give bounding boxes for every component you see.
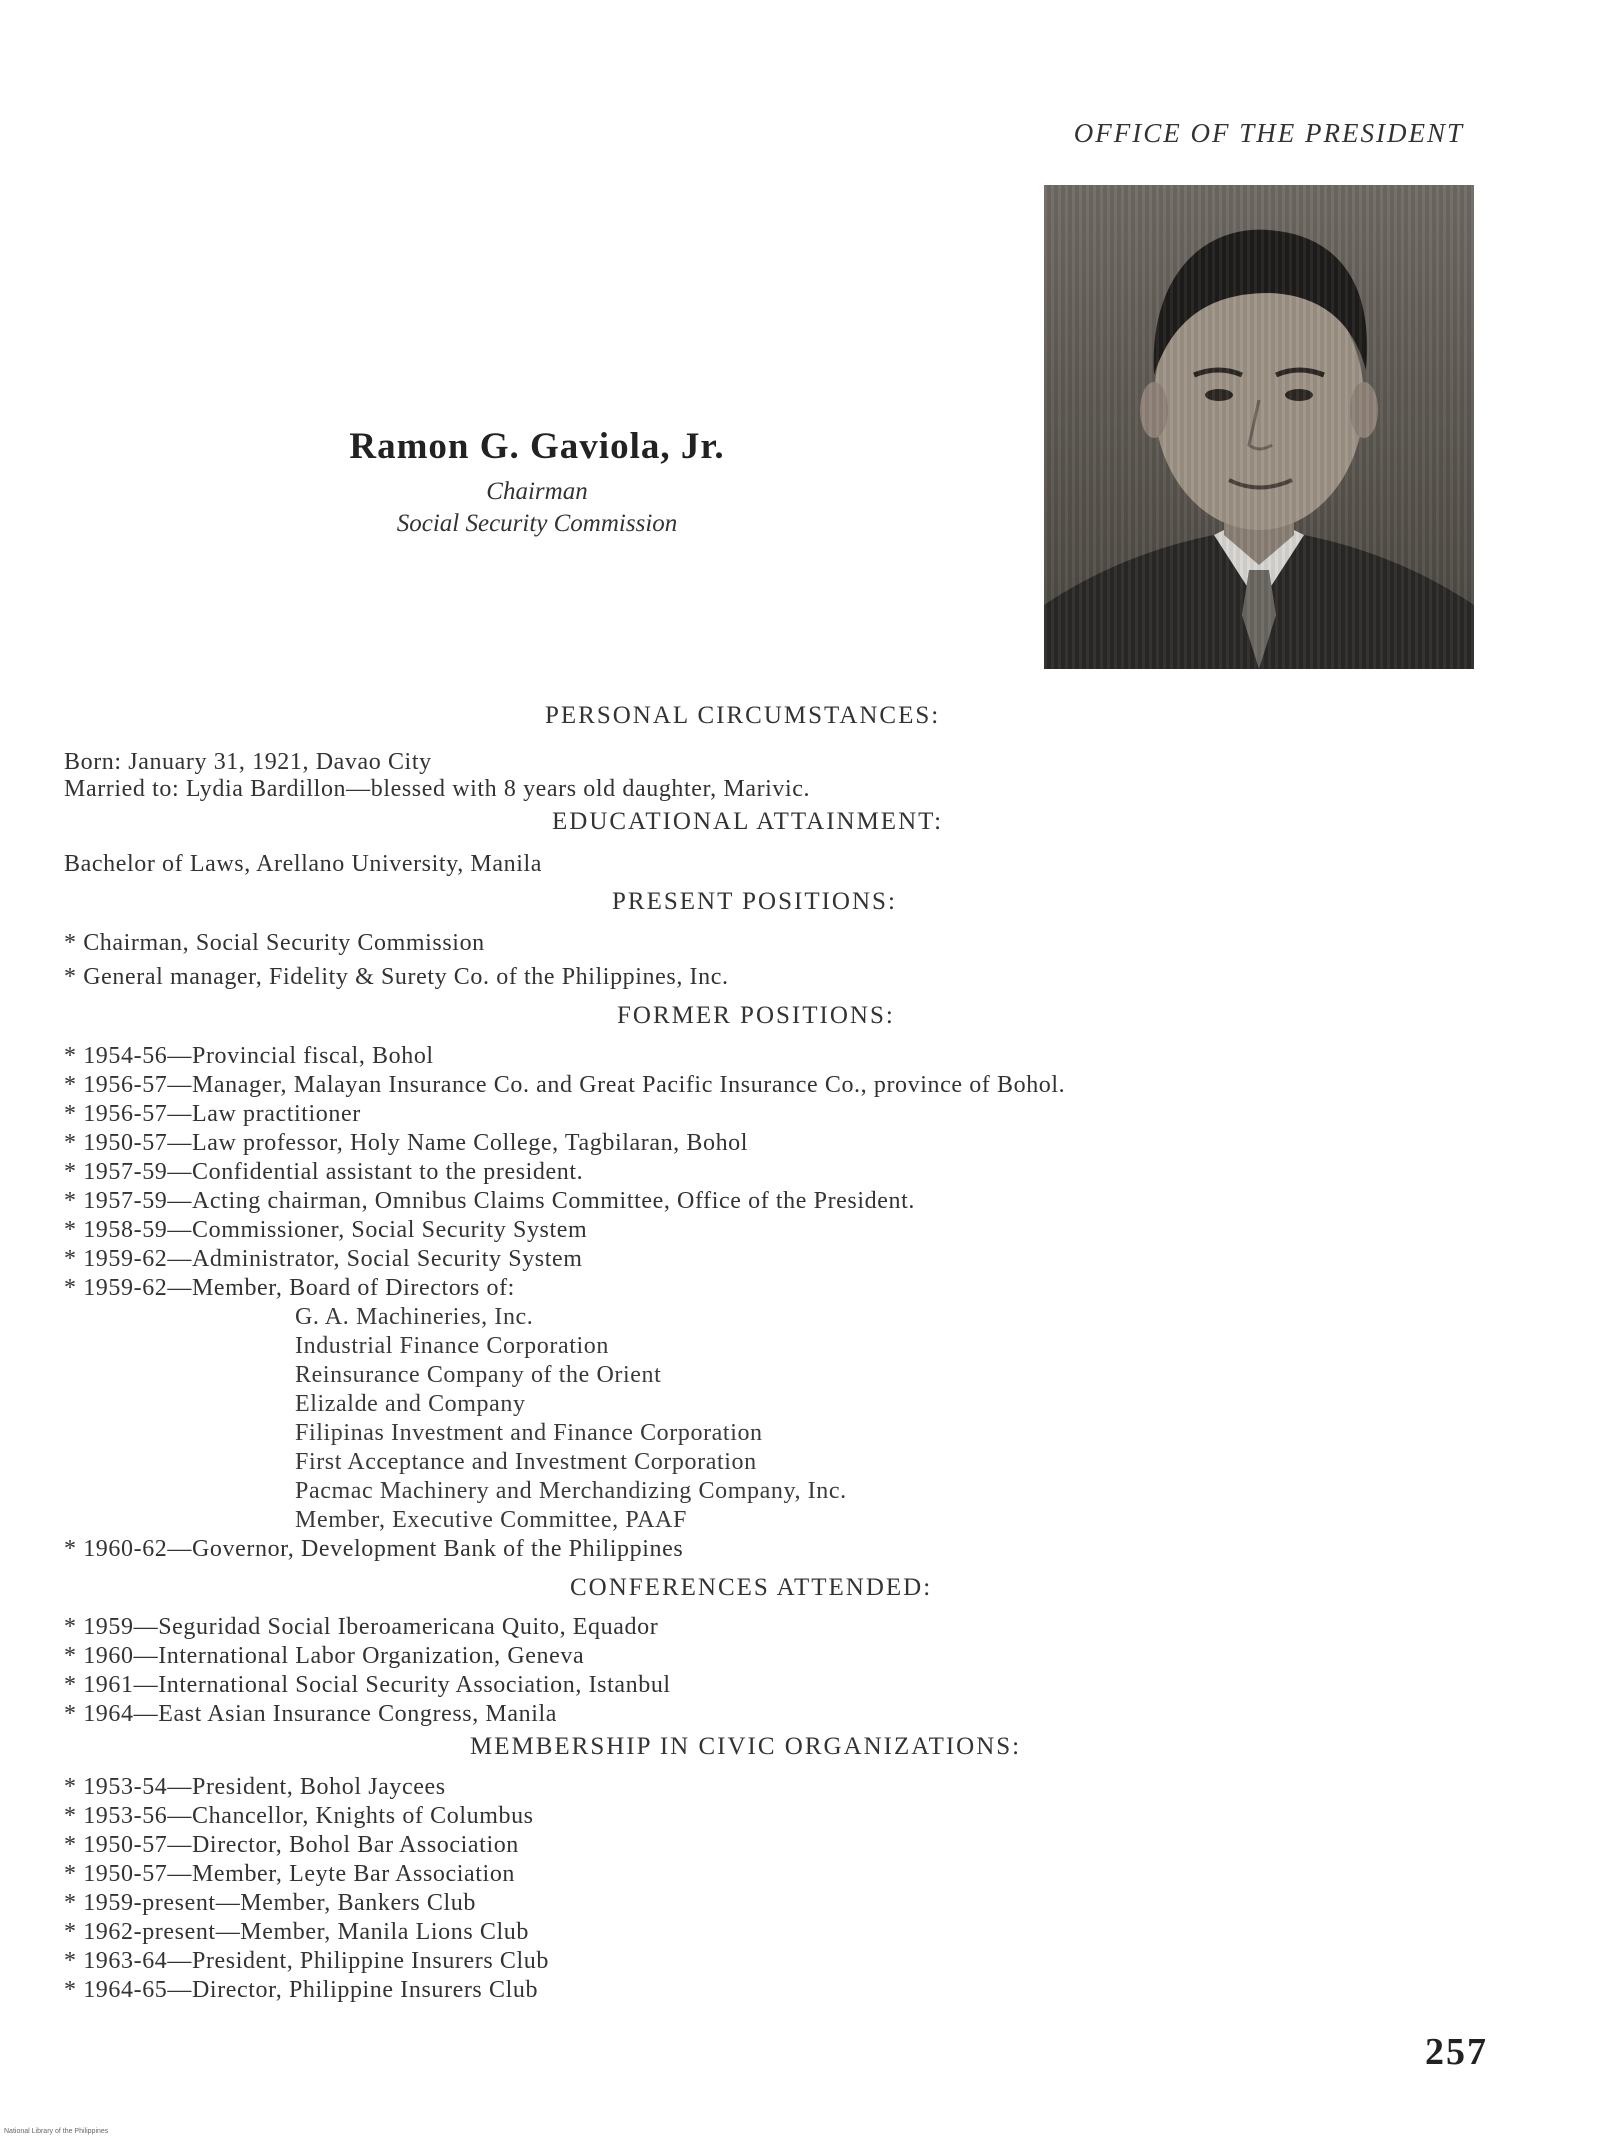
board-item: First Acceptance and Investment Corporation [295, 1449, 757, 1475]
former-item: * 1957-59—Confidential assistant to the president. [64, 1159, 584, 1185]
running-head: OFFICE OF THE PRESIDENT [1073, 118, 1464, 148]
civic-item: * 1953-56—Chancellor, Knights of Columbus [64, 1803, 534, 1829]
conference-item: * 1964—East Asian Insurance Congress, Manila [64, 1701, 557, 1727]
civic-item: * 1950-57—Director, Bohol Bar Association [64, 1832, 519, 1858]
board-item: Reinsurance Company of the Orient [295, 1362, 662, 1388]
conference-item: * 1960—International Labor Organization, Geneva [64, 1643, 585, 1669]
former-item: * 1960-62—Governor, Development Bank of the Philippines [64, 1536, 684, 1562]
civic-item: * 1962-present—Member, Manila Lions Club [64, 1919, 529, 1945]
present-heading: PRESENT POSITIONS: [612, 888, 897, 915]
present-item: * Chairman, Social Security Commission [64, 930, 485, 956]
former-heading: FORMER POSITIONS: [617, 1002, 895, 1029]
board-item: Pacmac Machinery and Merchandizing Company, Inc. [295, 1478, 847, 1504]
footer-credit: National Library of the Philippines [4, 2128, 109, 2135]
education-heading: EDUCATIONAL ATTAINMENT: [552, 808, 944, 835]
board-item: Member, Executive Committee, PAAF [295, 1507, 687, 1533]
civic-item: * 1950-57—Member, Leyte Bar Association [64, 1861, 516, 1887]
former-item: * 1950-57—Law professor, Holy Name College, Tagbilaran, Bohol [64, 1130, 749, 1156]
former-item: * 1957-59—Acting chairman, Omnibus Claims Committee, Office of the President. [64, 1188, 915, 1214]
name-block [322, 425, 752, 538]
board-item: Elizalde and Company [295, 1391, 526, 1417]
former-item: * 1956-57—Manager, Malayan Insurance Co. and Great Pacific Insurance Co., province of Bohol. [64, 1072, 1066, 1098]
civic-item: * 1963-64—President, Philippine Insurers Club [64, 1948, 549, 1974]
conferences-heading: CONFERENCES ATTENDED: [570, 1574, 933, 1601]
portrait-photo [1044, 185, 1474, 669]
civic-item: * 1959-present—Member, Bankers Club [64, 1890, 476, 1916]
civic-item: * 1953-54—President, Bohol Jaycees [64, 1774, 446, 1800]
former-item: * 1954-56—Provincial fiscal, Bohol [64, 1043, 434, 1069]
personal-heading: PERSONAL CIRCUMSTANCES: [545, 702, 941, 729]
page-number: 257 [1425, 2031, 1488, 2073]
person-name: Ramon G. Gaviola, Jr. [349, 426, 725, 467]
civic-heading: MEMBERSHIP IN CIVIC ORGANIZATIONS: [470, 1733, 1022, 1760]
civic-item: * 1964-65—Director, Philippine Insurers Club [64, 1977, 539, 2003]
born-line: Born: January 31, 1921, Davao City [64, 749, 432, 775]
person-title: Chairman [486, 478, 588, 505]
former-item: * 1959-62—Member, Board of Directors of: [64, 1275, 515, 1301]
present-item: * General manager, Fidelity & Surety Co. of the Philippines, Inc. [64, 964, 729, 990]
education-line: Bachelor of Laws, Arellano University, Manila [64, 851, 542, 877]
former-item: * 1959-62—Administrator, Social Security System [64, 1246, 583, 1272]
former-item: * 1956-57—Law practitioner [64, 1101, 361, 1127]
former-item: * 1958-59—Commissioner, Social Security System [64, 1217, 588, 1243]
person-organization: Social Security Commission [396, 510, 678, 537]
board-item: G. A. Machineries, Inc. [295, 1304, 534, 1330]
conference-item: * 1961—International Social Security Association, Istanbul [64, 1672, 671, 1698]
board-item: Filipinas Investment and Finance Corporation [295, 1420, 763, 1446]
married-line: Married to: Lydia Bardillon—blessed with 8 years old daughter, Marivic. [64, 776, 811, 802]
board-item: Industrial Finance Corporation [295, 1333, 609, 1359]
conference-item: * 1959—Seguridad Social Iberoamericana Quito, Equador [64, 1614, 659, 1640]
